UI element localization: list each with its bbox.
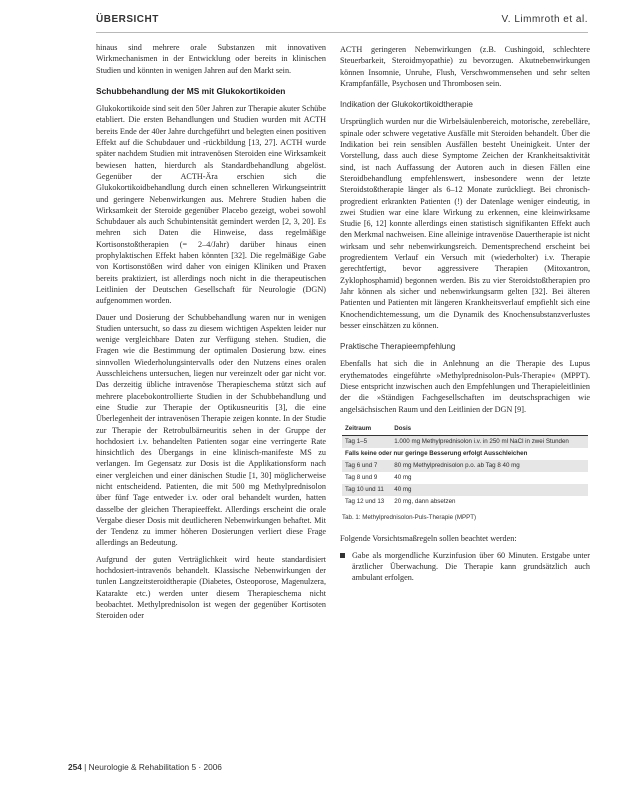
table-cell: 80 mg Methylprednisolon p.o. ab Tag 8 40 mg bbox=[391, 460, 588, 472]
table-cell: Tag 1–5 bbox=[342, 435, 391, 448]
table-header-row bbox=[342, 423, 588, 436]
table-cell: Tag 6 und 7 bbox=[342, 460, 391, 472]
section-label: ÜBERSICHT bbox=[96, 14, 159, 25]
table-cell: Falls keine oder nur geringe Besserung erfolgt Ausschleichen bbox=[345, 449, 528, 457]
table-row bbox=[342, 484, 588, 496]
section-heading-indikation: Indikation der Glukokortikoidtherapie bbox=[340, 100, 473, 110]
table-row bbox=[342, 435, 588, 448]
body-paragraph: Ebenfalls hat sich die in Anlehnung an die Therapie des Lupus erythematodes eingeführte »Methylprednisolon-Puls-Therapie« (MPPT). Diese entspricht inzwischen auch den Empfehlungen und Therapieleitlinien der die »Ständigen Fachgesellschaften im deutschsprachigen wie angelsächsischen Raum und den Leitlinien der DGN [9]. bbox=[340, 359, 590, 414]
table-cell: Tag 8 und 9 bbox=[345, 473, 378, 481]
body-paragraph: Aufgrund der guten Verträglichkeit wird heute standardisiert hochdosiert-intravenös behandelt. Klassische Nebenwirkungen der tunlen Langzeitsteroidtherapie (Diabetes, Osteoporose, Magenulzera, Katarakte etc.) werden unter diesem Therapieschema nicht beobachtet. Methylprednisolon ist wegen der gegenüber Kortisoten Steroiden oder bbox=[96, 554, 326, 621]
body-paragraph: Dauer und Dosierung der Schubbehandlung waren nur in wenigen Studien untersucht, so dass zu diesem wichtigen Aspekten leider nur wenige vergleichbare Daten zur Verfügung stehen. Studien, die Fragen wie die Bestimmung der optimalen Dosierung bzw. eines sinnvollen Wiederholungsintervalls oder den Nutzens eines oralen Ausschleichens untersuchen, liegen nur vereinzelt oder gar nicht vor. Das derzeitig übliche intravenöse Therapieschema stützt sich auf mehrere placebokontrollierte Studien in der Schubbehandlung und eine Studie zur Therapie der Optikusneuritis [3], die eine Überlegenheit der intravenösen Therapie zeigen konnte. In der Studie zur Therapie der Retrobulbärneuritis sehen in der Gruppe der hochdosiert i.v. behandelten Patienten sogar eine verringerte Rate hinsichtlich des Übergangs in eine klinisch-manifeste MS zu verlangen. Im Gegensatz zur Dosis ist die Applikationsform nach einer vergleichen und einer dänischen Studie [1, 30] möglicherweise nicht entscheidend. Patienten, die mit 500 mg Methylprednisolon über fünf Tage entweder i.v. oder oral behandelt wurden, hatten dasselbe der gleichen Therapieeffekt. Allerdings erscheint die orale Vergabe dieser Dosis mit deutlicheren Nebenwirkungen behaftet. Mit der Tendenz zu immer höheren Dosierungen verliert diese Frage allerdings an Bedeutung. bbox=[96, 312, 326, 548]
table-header-dosis: Dosis bbox=[391, 423, 588, 436]
mppt-table bbox=[342, 423, 588, 508]
page-footer bbox=[68, 762, 222, 772]
section-heading-schubbehandlung: Schubbehandlung der MS mit Glukokortikoiden bbox=[96, 85, 286, 96]
list-item bbox=[340, 550, 590, 584]
square-bullet-icon bbox=[340, 553, 345, 558]
precaution-list bbox=[340, 550, 590, 584]
left-column bbox=[96, 42, 326, 627]
body-paragraph: Glukokortikoide sind seit den 50er Jahren zur Therapie akuter Schübe etabliert. Die ersten Behandlungen und Studien wurden mit ACTH bereits Ende der 40er Jahre durchgeführt und belegten einen positiven Effekt auf die Schubdauer und -rückbildung [13, 27]. ACTH wurde später nachdem Studien mit intravenösen Steroiden eine Wirksamkeit bewiesen hatten, hierdurch als Standardbehandlung abgelöst. Gegenüber der ACTH-Ära erschien sich die Glukokortikoidbehandlung durch einen schnelleren Wirkungseintritt und geringere Nebenwirkungen aus. Mehrere Studien haben die Wirksamkeit der Steroide gegenüber Placebo gezeigt, wobei sowohl Schubdauer als auch Schubintensität gemindert werden [2, 3, 20]. Es mehren sich Daten die Hinweise, dass regelmäßige Kortisonstoßtherapien (= 2–4/Jahr) darüber hinaus einen prophylaktischen Effekt haben könnten [32]. Die regelmäßige Gabe von Kortisonstößen wird daher von einigen Kliniken und Praxen bereits praktiziert, ist allerdings noch nicht in die therapeutischen Leitlinien der Deutschen Gesellschaft für Neurologie (DGN) aufgenommen worden. bbox=[96, 104, 326, 306]
table-cell: Tag 10 und 11 bbox=[342, 484, 391, 496]
section-heading-therapieempfehlung: Praktische Therapieempfehlung bbox=[340, 342, 456, 352]
list-item-text: Gabe als morgendliche Kurzinfusion über 60 Minuten. Erstgabe unter ärztlicher Überwachung. Die Therapie kann grundsätzlich auch ambulant erfolgen. bbox=[352, 550, 590, 583]
table-row bbox=[342, 448, 588, 460]
table-cell: 1.000 mg Methylprednisolon i.v. in 250 ml NaCl in zwei Stunden bbox=[391, 435, 588, 448]
running-header bbox=[96, 10, 588, 33]
left-intro-paragraph: hinaus sind mehrere orale Substanzen mit innovativen Wirkmechanismen in der Entwicklung oder bereits in klinischen Studien und könnten in wenigen Jahren auf den Markt sein. bbox=[96, 43, 326, 75]
right-column bbox=[340, 44, 590, 583]
table-cell: 40 mg bbox=[391, 484, 588, 496]
footer-separator: | bbox=[84, 762, 89, 772]
author-label: V. Limmroth et al. bbox=[501, 14, 588, 25]
table-header-zeitraum: Zeitraum bbox=[342, 423, 391, 436]
page-number: 254 bbox=[68, 762, 82, 772]
table-row bbox=[342, 472, 588, 484]
journal-name: Neurologie & Rehabilitation 5 · 2006 bbox=[88, 762, 222, 772]
right-intro-paragraph: ACTH geringeren Nebenwirkungen (z.B. Cushingoid, schlechtere Steuerbarkeit, Steroidmyopathie) zu bevorzugen. Akutnebenwirkungen können Insomnie, Unruhe, Flush, Verschwommensehen und sehr selten Krampfanfälle, Psychosen und Thrombosen sein. bbox=[340, 45, 590, 88]
table-row bbox=[342, 460, 588, 472]
table-cell: Tag 12 und 13 bbox=[345, 497, 385, 505]
table-cell: 40 mg bbox=[394, 473, 412, 481]
table-row bbox=[342, 496, 588, 508]
body-paragraph: Folgende Vorsichtsmaßregeln sollen beachtet werden: bbox=[340, 534, 517, 544]
body-paragraph: Ursprünglich wurden nur die Wirbelsäulenbereich, motorische, zerebelläre, spinale oder schwere vegetative Ausfälle mit Steroiden behandelt. Über die Indikation bei rein sensiblen Ausfällen besteht Uneinigkeit. Unter der Vorstellung, dass auch diese Symptome Zeichen der Krankheitsaktivität sind, ist nach Auffassung der Autoren auch in diesen Fällen eine Steroidbehandlung empfehlenswert, insbesondere wenn der letzte Steroidstoßtherapie länger als 6–12 Monate zurückliegt. Bei chronisch-progredient erkrankten Patienten (!) der Datenlage weniger eindeutig, in zwei Studien war eine klare Wirkung zu erkennen, eine kleinwirksame Studie [6, 12] konnte allerdings einen statistisch signifikanten Effekt auch den Merkmal nachweisen. Eine alleinige intravenöse Dauertherapie ist nicht wirksam und sehr nebenwirkungsreich. Dementsprechend erscheint bei progredientem Verlauf ein Versuch mit (wiederholter) i.v. Therapie gerechtfertigt, bevor aggressivere Therapien (Mitoxantron, Zyklophosphamid) begonnen werden. Bis zu vier Steroidstoßtherapien pro Jahr können als sicher und nebenwirkungsarm gelten [32]. Bei älteren Patienten und Patienten mit längeren Krankheitsverlauf empfiehlt sich eine Knochendichtemessung, um die Dynamik des Knochensubstanzverlustes besser einschätzen zu können. bbox=[340, 117, 590, 330]
table-cell: 20 mg, dann absetzen bbox=[394, 497, 456, 505]
table-caption: Tab. 1: Methylprednisolon-Puls-Therapie (MPPT) bbox=[342, 513, 477, 521]
